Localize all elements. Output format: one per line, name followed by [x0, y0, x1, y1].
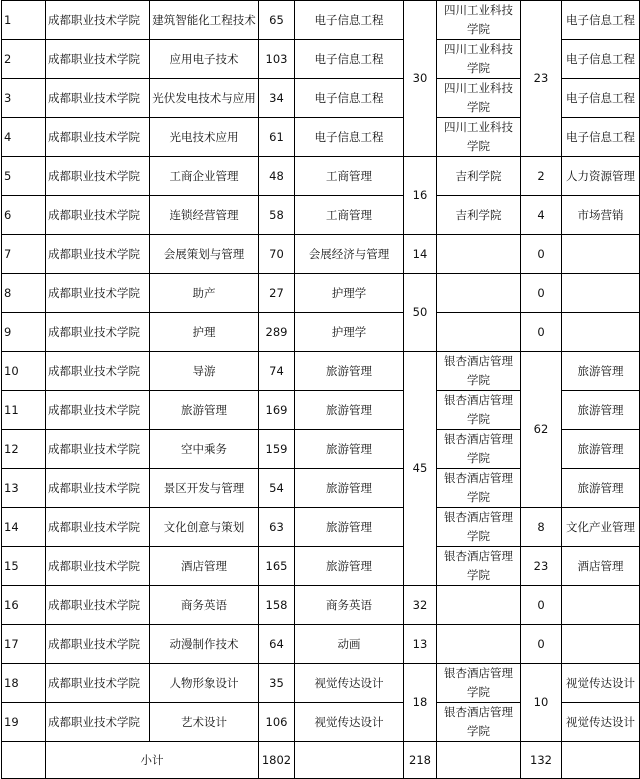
row-number: 10: [2, 352, 46, 391]
target-major: 市场营销: [562, 196, 640, 235]
subtotal-label: 小计: [46, 742, 259, 779]
category-name: 旅游管理: [295, 391, 404, 430]
quota-cell: 13: [404, 625, 437, 664]
category-name: 会展经济与管理: [295, 235, 404, 274]
category-name: 旅游管理: [295, 469, 404, 508]
category-name: 电子信息工程: [295, 1, 404, 40]
student-count: 34: [259, 79, 295, 118]
table-row: [2, 196, 640, 235]
target-school: 银杏酒店管理学院: [437, 391, 521, 430]
table-row: [2, 1, 640, 40]
table-row: [2, 547, 640, 586]
major-name: 导游: [150, 352, 259, 391]
target-quota-cell: 8: [521, 508, 562, 547]
row-number: 9: [2, 313, 46, 352]
table-row: [2, 352, 640, 391]
target-quota-cell: 62: [521, 352, 562, 508]
target-quota-cell: 0: [521, 313, 562, 352]
category-name: 旅游管理: [295, 430, 404, 469]
row-number: 19: [2, 703, 46, 742]
major-name: 商务英语: [150, 586, 259, 625]
subtotal-empty-major: [562, 742, 640, 779]
subtotal-row: [2, 742, 640, 779]
target-major: 电子信息工程: [562, 118, 640, 157]
target-major: 电子信息工程: [562, 79, 640, 118]
major-name: 空中乘务: [150, 430, 259, 469]
college-name: 成都职业技术学院: [46, 625, 150, 664]
college-name: 成都职业技术学院: [46, 235, 150, 274]
student-count: 61: [259, 118, 295, 157]
student-count: 106: [259, 703, 295, 742]
student-count: 64: [259, 625, 295, 664]
row-number: 2: [2, 40, 46, 79]
row-number: 17: [2, 625, 46, 664]
target-quota-cell: 0: [521, 625, 562, 664]
category-name: 旅游管理: [295, 508, 404, 547]
major-name: 光伏发电技术与应用: [150, 79, 259, 118]
category-name: 旅游管理: [295, 547, 404, 586]
major-name: 酒店管理: [150, 547, 259, 586]
subtotal-empty-category: [295, 742, 404, 779]
major-name: 光电技术应用: [150, 118, 259, 157]
target-school: 银杏酒店管理学院: [437, 703, 521, 742]
target-quota-cell: 0: [521, 235, 562, 274]
college-name: 成都职业技术学院: [46, 40, 150, 79]
college-name: 成都职业技术学院: [46, 274, 150, 313]
row-number: 16: [2, 586, 46, 625]
category-name: 工商管理: [295, 157, 404, 196]
target-school: 银杏酒店管理学院: [437, 469, 521, 508]
target-quota-cell: 10: [521, 664, 562, 742]
major-name: 文化创意与策划: [150, 508, 259, 547]
row-number: 1: [2, 1, 46, 40]
table-row: [2, 157, 640, 196]
target-major: 旅游管理: [562, 469, 640, 508]
row-number: 8: [2, 274, 46, 313]
category-name: 电子信息工程: [295, 79, 404, 118]
subtotal-spacer: [2, 742, 46, 779]
category-name: 护理学: [295, 274, 404, 313]
student-count: 35: [259, 664, 295, 703]
subtotal-quota: 218: [404, 742, 437, 779]
subtotal-empty-school: [437, 742, 521, 779]
target-school: 四川工业科技学院: [437, 40, 521, 79]
student-count: 74: [259, 352, 295, 391]
target-school: 银杏酒店管理学院: [437, 352, 521, 391]
student-count: 65: [259, 1, 295, 40]
college-name: 成都职业技术学院: [46, 79, 150, 118]
college-name: 成都职业技术学院: [46, 703, 150, 742]
student-count: 165: [259, 547, 295, 586]
target-school: 四川工业科技学院: [437, 1, 521, 40]
college-name: 成都职业技术学院: [46, 313, 150, 352]
table-row: [2, 274, 640, 313]
major-name: 工商企业管理: [150, 157, 259, 196]
major-name: 旅游管理: [150, 391, 259, 430]
target-school: [437, 274, 521, 313]
table-row: [2, 625, 640, 664]
target-major: 视觉传达设计: [562, 664, 640, 703]
target-school: 吉利学院: [437, 157, 521, 196]
table-row: [2, 586, 640, 625]
target-major: [562, 313, 640, 352]
target-school: 吉利学院: [437, 196, 521, 235]
target-major: 电子信息工程: [562, 1, 640, 40]
student-count: 54: [259, 469, 295, 508]
category-name: 旅游管理: [295, 352, 404, 391]
major-name: 连锁经营管理: [150, 196, 259, 235]
target-major: 旅游管理: [562, 352, 640, 391]
table-row: [2, 508, 640, 547]
category-name: 视觉传达设计: [295, 703, 404, 742]
quota-cell: 14: [404, 235, 437, 274]
row-number: 3: [2, 79, 46, 118]
college-name: 成都职业技术学院: [46, 469, 150, 508]
quota-cell: 16: [404, 157, 437, 235]
target-major: [562, 235, 640, 274]
target-school: [437, 586, 521, 625]
category-name: 工商管理: [295, 196, 404, 235]
target-major: 旅游管理: [562, 391, 640, 430]
student-count: 58: [259, 196, 295, 235]
quota-cell: 45: [404, 352, 437, 586]
college-name: 成都职业技术学院: [46, 664, 150, 703]
row-number: 14: [2, 508, 46, 547]
target-school: [437, 313, 521, 352]
target-quota-cell: 23: [521, 547, 562, 586]
student-count: 158: [259, 586, 295, 625]
college-name: 成都职业技术学院: [46, 157, 150, 196]
major-name: 景区开发与管理: [150, 469, 259, 508]
student-count: 27: [259, 274, 295, 313]
college-name: 成都职业技术学院: [46, 352, 150, 391]
target-quota-cell: 23: [521, 1, 562, 157]
major-name: 建筑智能化工程技术: [150, 1, 259, 40]
major-name: 助产: [150, 274, 259, 313]
target-major: 旅游管理: [562, 430, 640, 469]
target-major: 文化产业管理: [562, 508, 640, 547]
college-name: 成都职业技术学院: [46, 547, 150, 586]
student-count: 289: [259, 313, 295, 352]
row-number: 5: [2, 157, 46, 196]
college-name: 成都职业技术学院: [46, 430, 150, 469]
quota-cell: 18: [404, 664, 437, 742]
major-name: 人物形象设计: [150, 664, 259, 703]
table-row: [2, 235, 640, 274]
target-quota-cell: 0: [521, 586, 562, 625]
row-number: 15: [2, 547, 46, 586]
student-count: 103: [259, 40, 295, 79]
student-count: 48: [259, 157, 295, 196]
quota-cell: 30: [404, 1, 437, 157]
quota-table: [1, 0, 640, 779]
major-name: 艺术设计: [150, 703, 259, 742]
subtotal-count: 1802: [259, 742, 295, 779]
quota-cell: 50: [404, 274, 437, 352]
target-major: 酒店管理: [562, 547, 640, 586]
student-count: 70: [259, 235, 295, 274]
target-school: [437, 625, 521, 664]
target-major: [562, 625, 640, 664]
major-name: 会展策划与管理: [150, 235, 259, 274]
college-name: 成都职业技术学院: [46, 1, 150, 40]
major-name: 应用电子技术: [150, 40, 259, 79]
college-name: 成都职业技术学院: [46, 391, 150, 430]
student-count: 169: [259, 391, 295, 430]
target-quota-cell: 0: [521, 274, 562, 313]
category-name: 商务英语: [295, 586, 404, 625]
table-row: [2, 313, 640, 352]
category-name: 电子信息工程: [295, 40, 404, 79]
row-number: 7: [2, 235, 46, 274]
major-name: 护理: [150, 313, 259, 352]
target-major: [562, 274, 640, 313]
college-name: 成都职业技术学院: [46, 586, 150, 625]
category-name: 视觉传达设计: [295, 664, 404, 703]
row-number: 4: [2, 118, 46, 157]
student-count: 63: [259, 508, 295, 547]
college-name: 成都职业技术学院: [46, 196, 150, 235]
category-name: 动画: [295, 625, 404, 664]
college-name: 成都职业技术学院: [46, 118, 150, 157]
major-name: 动漫制作技术: [150, 625, 259, 664]
target-major: 人力资源管理: [562, 157, 640, 196]
target-school: 四川工业科技学院: [437, 118, 521, 157]
table-row: [2, 664, 640, 703]
category-name: 护理学: [295, 313, 404, 352]
target-school: 银杏酒店管理学院: [437, 508, 521, 547]
category-name: 电子信息工程: [295, 118, 404, 157]
target-major: 电子信息工程: [562, 40, 640, 79]
college-name: 成都职业技术学院: [46, 508, 150, 547]
student-count: 159: [259, 430, 295, 469]
row-number: 11: [2, 391, 46, 430]
row-number: 18: [2, 664, 46, 703]
target-major: 视觉传达设计: [562, 703, 640, 742]
subtotal-target-quota: 132: [521, 742, 562, 779]
row-number: 12: [2, 430, 46, 469]
target-school: [437, 235, 521, 274]
target-school: 银杏酒店管理学院: [437, 430, 521, 469]
target-school: 四川工业科技学院: [437, 79, 521, 118]
row-number: 13: [2, 469, 46, 508]
target-school: 银杏酒店管理学院: [437, 547, 521, 586]
target-quota-cell: 2: [521, 157, 562, 196]
target-school: 银杏酒店管理学院: [437, 664, 521, 703]
target-major: [562, 586, 640, 625]
target-quota-cell: 4: [521, 196, 562, 235]
quota-cell: 32: [404, 586, 437, 625]
row-number: 6: [2, 196, 46, 235]
